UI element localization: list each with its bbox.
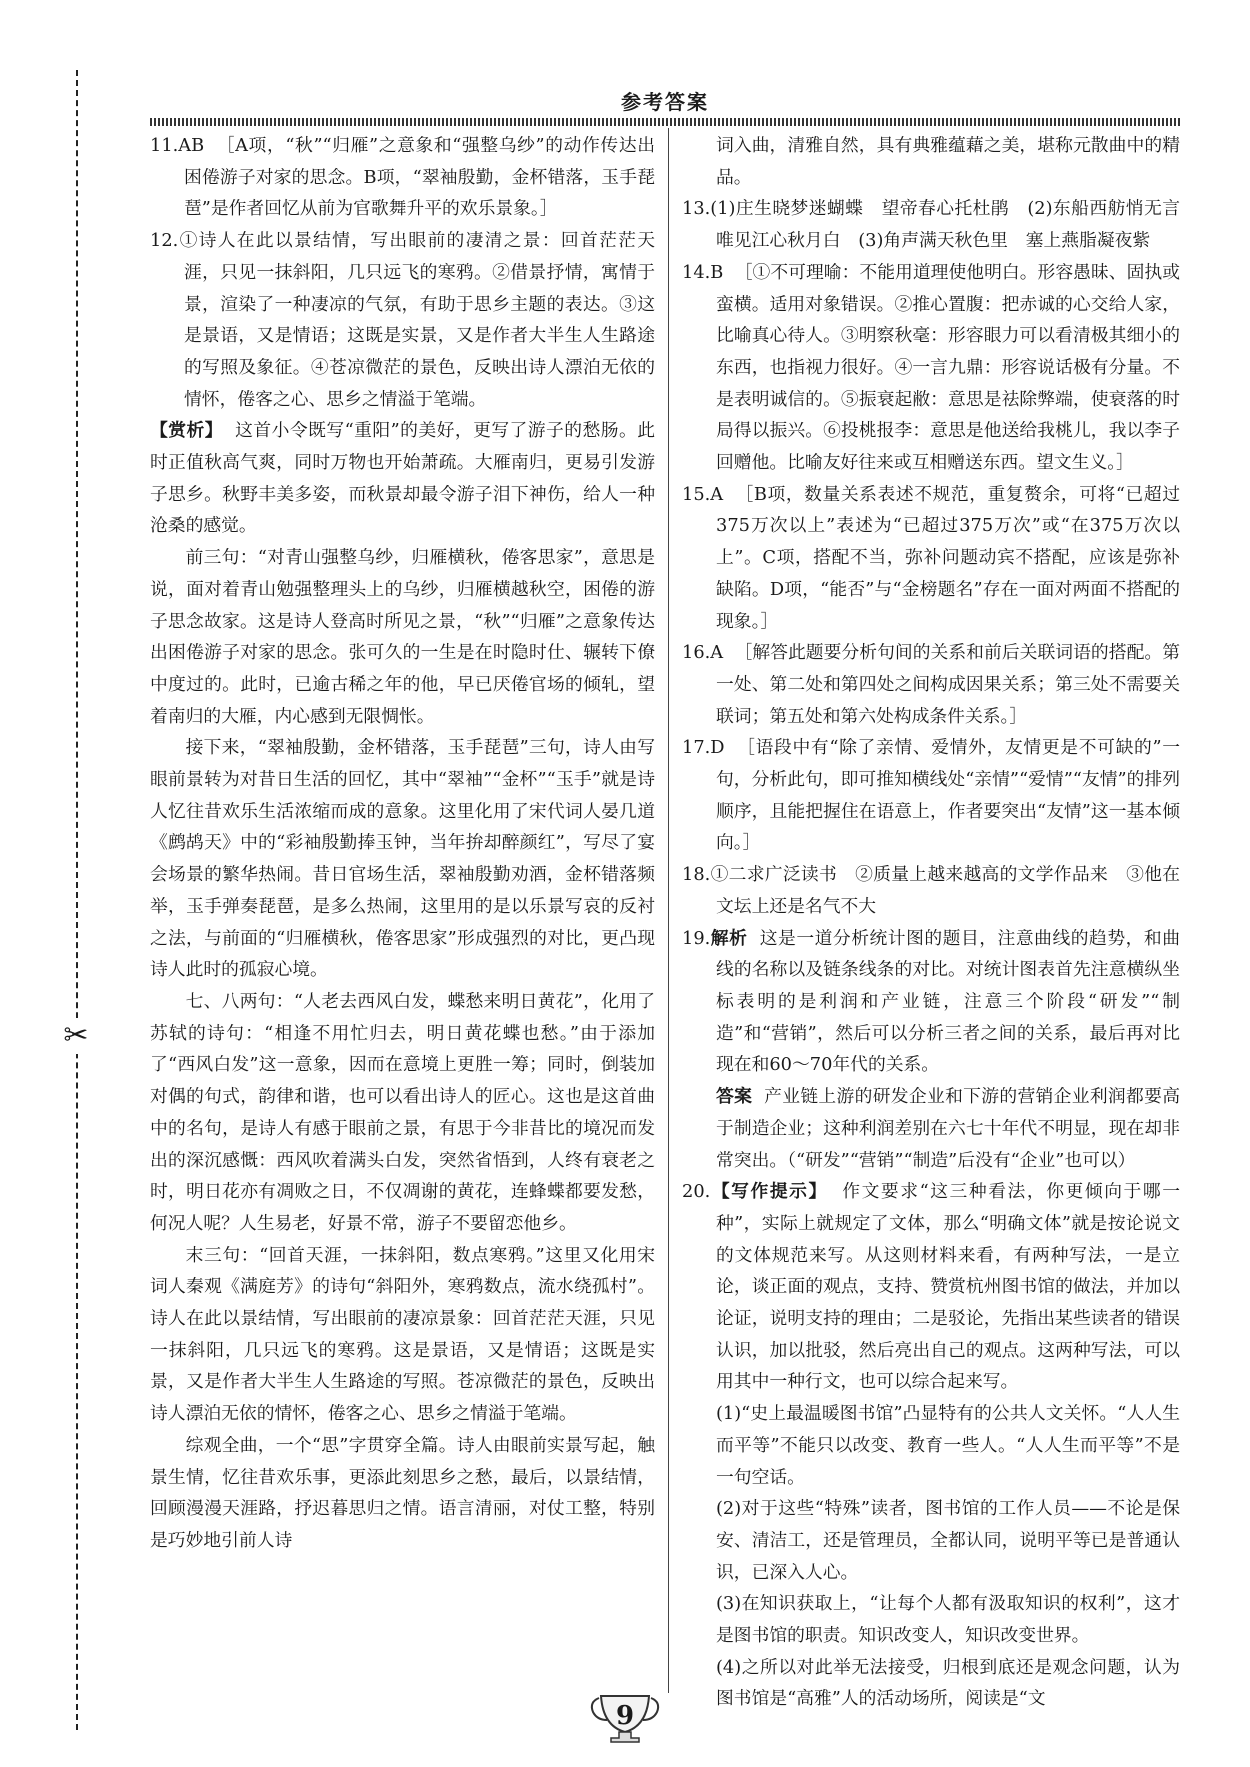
- answer-12: [150, 225, 655, 415]
- writing-tip-label: 【写作提示】: [710, 1181, 828, 1203]
- writing-point: (1)“史上最温暖图书馆”凸显特有的公共人文关怀。“人人生而平等”不能只以改变、教育一些人。“人人生而平等”不是一句空话。: [716, 1403, 1180, 1488]
- right-column: [682, 130, 1198, 1715]
- continued-text: 词入曲，清雅自然，具有典雅蕴藉之美，堪称元散曲中的精品。: [716, 135, 1180, 188]
- answer-label: 11.AB: [150, 135, 205, 156]
- scissors-icon: ✂: [58, 1018, 94, 1054]
- answer-label: 16.A: [682, 642, 724, 664]
- analysis-label: 【赏析】: [150, 420, 223, 442]
- answer-text: ［A项，“秋”“归雁”之意象和“强整乌纱”的动作传达出困倦游子对家的思念。B项，“翠袖殷勤，金杯错落，玉手琵琶”是作者回忆从前为官歌舞升平的欢乐景象。］: [184, 135, 655, 220]
- answer-text: ［语段中有“除了亲情、爱情外，友情更是不可缺的”一句，分析此句，即可推知横线处“亲情”“爱情”“友情”的排列顺序，且能把握住在语意上，作者要突出“友情”这一基本倾向。］: [716, 737, 1180, 854]
- answer-11: [150, 130, 655, 225]
- answer-13: [682, 193, 1198, 256]
- answer-text: ①二求广泛读书 ②质量上越来越高的文学作品来 ③他在文坛上还是名气不大: [710, 864, 1180, 917]
- answer-16: [682, 637, 1180, 732]
- answer-key-label: 答案: [716, 1086, 753, 1108]
- answer-text: 这是一道分析统计图的题目，注意曲线的趋势，和曲线的名称以及链条线条的对比。对统计图表首先注意横纵坐标表明的是利润和产业链，注意三个阶段“研发”“制造”和“营销”，然后可以分析三者之间的关系，最后再对比现在和60～70年代的关系。: [716, 927, 1180, 1076]
- answer-label: 20.: [682, 1181, 711, 1203]
- writing-point: (4)之所以对此举无法接受，归根到底还是观念问题，认为图书馆是“高雅”人的活动场所，阅读是“文: [716, 1656, 1180, 1710]
- analysis-intro: [150, 415, 655, 542]
- analysis-paragraph: 接下来，“翠袖殷勤，金杯错落，玉手琵琶”三句，诗人由写眼前景转为对昔日生活的回忆，其中“翠袖”“金杯”“玉手”就是诗人忆往昔欢乐生活浓缩而成的意象。这里化用了宋代词人晏几道《鹧鸪天》中的“彩袖殷勤捧玉钟，当年拚却醉颜红”，写尽了宴会场景的繁华热闹。昔日官场生活，翠袖殷勤劝酒，金杯错落频举，玉手弹奏琵琶，是多么热闹，这里用的是以乐景写哀的反衬之法，与前面的“归雁横秋，倦客思家”形成强烈的对比，更凸现诗人此时的孤寂心境。: [150, 737, 655, 981]
- analysis-label: 解析: [710, 927, 748, 949]
- answer-text: (1)庄生晓梦迷蝴蝶 望帝春心托杜鹃 (2)东船西舫悄无言 唯见江心秋月白 (3)角声满天秋色里 塞上燕脂凝夜紫: [710, 198, 1198, 252]
- analysis-paragraph: 末三句：“回首天涯，一抹斜阳，数点寒鸦。”这里又化用宋词人秦观《满庭芳》的诗句“斜阳外，寒鸦数点，流水绕孤村”。诗人在此以景结情，写出眼前的凄凉景象：回首茫茫天涯，只见一抹斜阳，几只远飞的寒鸦。这是景语，又是情语；这既是实景，又是作者大半生人生路途的写照。苍凉微茫的景色，反映出诗人漂泊无依的情怀，倦客之心、思乡之情溢于笔端。: [150, 1244, 655, 1425]
- answer-15: [682, 479, 1180, 638]
- answer-label: 19.: [682, 927, 711, 949]
- writing-point: (3)在知识获取上，“让每个人都有汲取知识的权利”，这才是图书馆的职责。知识改变人，知识改变世界。: [716, 1593, 1180, 1647]
- analysis-paragraph: 综观全曲，一个“思”字贯穿全篇。诗人由眼前实景写起，触景生情，忆往昔欢乐事，更添此刻思乡之愁，最后，以景结情，回顾漫漫天涯路，抒迟暮思归之情。语言清丽，对仗工整，特别是巧妙地引前人诗: [150, 1434, 655, 1551]
- answer-17: [682, 732, 1180, 859]
- answer-19: [682, 923, 1180, 1082]
- answer-text: ［解答此题要分析句间的关系和前后关联词语的搭配。第一处、第二处和第四处之间构成因果关系；第三处不需要关联词；第五处和第六处构成条件关系。］: [716, 642, 1180, 727]
- page-number-badge: [585, 1692, 665, 1744]
- answer-label: 17.D: [682, 737, 725, 759]
- answer-19-key: [682, 1081, 1180, 1176]
- answer-14: [682, 257, 1180, 479]
- cut-line: [76, 70, 78, 1730]
- answer-20: [682, 1176, 1180, 1398]
- answer-text: 产业链上游的研发企业和下游的营销企业利润都要高于制造企业；这种利润差别在六七十年代不明显，现在却非常突出。（“研发”“营销”“制造”后没有“企业”也可以）: [716, 1086, 1180, 1171]
- answer-label: 14.B: [682, 261, 724, 283]
- analysis-paragraph: 前三句：“对青山强整乌纱，归雁横秋，倦客思家”，意思是说，面对着青山勉强整理头上的乌纱，归雁横越秋空，困倦的游子思念故家。这是诗人登高时所见之景，“秋”“归雁”之意象传达出困倦游子对家的思念。张可久的一生是在时隐时仕、辗转下僚中度过的。此时，已逾古稀之年的他，早已厌倦官场的倾轧，望着南归的大雁，内心感到无限惆怅。: [150, 547, 655, 727]
- analysis-paragraph: 七、八两句：“人老去西风白发，蝶愁来明日黄花”，化用了苏轼的诗句：“相逢不用忙归去，明日黄花蝶也愁。”由于添加了“西风白发”这一意象，因而在意境上更胜一筹；同时，倒装加对偶的句式，韵律和谐，也可以看出诗人的匠心。这也是这首曲中的名句，是诗人有感于眼前之景，有思于今非昔比的境况而发出的深沉感慨：西风吹着满头白发，突然省悟到，人终有衰老之时，明日花亦有凋败之日，不仅凋谢的黄花，连蜂蝶都要发愁，何况人呢？人生易老，好景不常，游子不要留恋他乡。: [150, 990, 655, 1234]
- answer-18: [682, 859, 1180, 922]
- column-divider: [668, 128, 669, 1693]
- answer-text: ［B项，数量关系表述不规范，重复赘余，可将“已超过375万次以上”表述为“已超过375万次”或“在375万次以上”。C项，搭配不当，弥补问题动宾不搭配，应该是弥补缺陷。D项，“能否”与“金榜题名”存在一面对两面不搭配的现象。］: [716, 483, 1180, 632]
- answer-text: 作文要求“这三种看法，你更倾向于哪一种”，实际上就规定了文体，那么“明确文体”就是按论说文的文体规范来写。从这则材料来看，有两种写法，一是立论，谈正面的观点，支持、赞赏杭州图书馆的做法，并加以论证，说明支持的理由；二是驳论，先指出某些读者的错误认识，加以批驳，然后亮出自己的观点。这两种写法，可以用其中一种行文，也可以综合起来写。: [716, 1181, 1180, 1393]
- answer-text: ［①不可理喻：不能用道理使他明白。形容愚昧、固执或蛮横。适用对象错误。②推心置腹：把赤诚的心交给人家，比喻真心待人。③明察秋毫：形容眼力可以看清极其细小的东西，也指视力很好。④一言九鼎：形容说话极有分量。不是表明诚信的。⑤振衰起敝：意思是祛除弊端，使衰落的时局得以振兴。⑥投桃报李：意思是他送给我桃儿，我以李子回赠他。比喻友好往来或互相赠送东西。望文生义。］: [716, 261, 1180, 474]
- answer-label: 12.: [150, 230, 179, 252]
- page-number: 9: [615, 1701, 635, 1731]
- answer-label: 15.A: [682, 483, 724, 505]
- writing-point: (2)对于这些“特殊”读者，图书馆的工作人员——不论是保安、清洁工，还是管理员，全都认同，说明平等已是普通认识，已深入人心。: [716, 1498, 1180, 1583]
- answer-text: ①诗人在此以景结情，写出眼前的凄清之景：回首茫茫天涯，只见一抹斜阳，几只远飞的寒鸦。②借景抒情，寓情于景，渲染了一种凄凉的气氛，有助于思乡主题的表达。③这是景语，又是情语；这既是实景，又是作者大半生人生路途的写照及象征。④苍凉微茫的景色，反映出诗人漂泊无依的情怀，倦客之心、思乡之情溢于笔端。: [178, 230, 655, 410]
- left-column: [150, 130, 655, 1557]
- answer-label: 13.: [682, 198, 711, 220]
- analysis-text: 这首小令既写“重阳”的美好，更写了游子的愁肠。此时正值秋高气爽，同时万物也开始萧疏。大雁南归，更易引发游子思乡。秋野丰美多姿，而秋景却最令游子泪下神伤，给人一种沧桑的感觉。: [150, 420, 655, 537]
- answer-label: 18.: [682, 864, 711, 886]
- header-rule: [150, 118, 1180, 126]
- page-header: 参考答案: [621, 90, 709, 114]
